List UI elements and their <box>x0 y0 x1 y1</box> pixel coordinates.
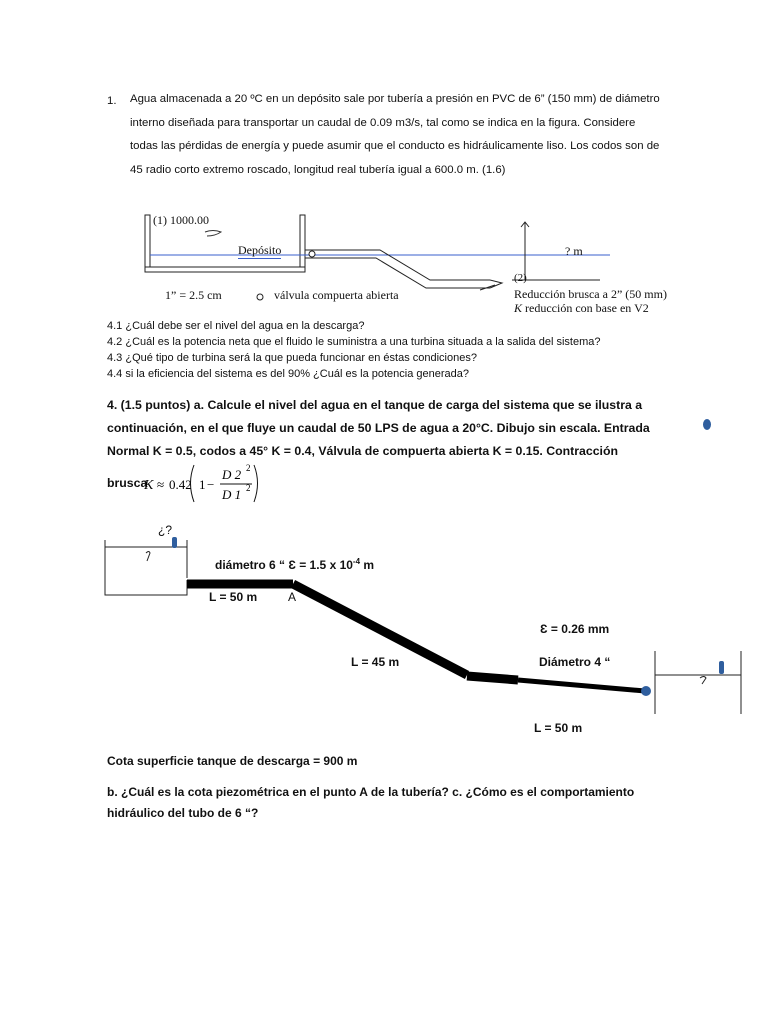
k-symbol: K <box>514 301 523 315</box>
point-a-label: A <box>288 590 297 604</box>
k-reduction-label <box>514 301 649 316</box>
formula-minus: − <box>207 477 215 492</box>
length-1-label: L = 50 m <box>209 590 258 604</box>
problem-1-statement <box>130 88 660 182</box>
level-label: (1) 1000.00 <box>153 213 209 227</box>
problem-4-line: Normal K = 0.5, codos a 45° K = 0.4, Válvula de compuerta abierta K = 0.15. Contracción <box>107 444 618 458</box>
question-item: 4.4 si la eficiencia del sistema es del 90% ¿Cuál es la potencia generada? <box>107 368 469 380</box>
formula-coef: 0.42 <box>169 477 192 492</box>
problem-4-statement <box>107 394 667 463</box>
formula-num-exp: 2 <box>246 463 251 473</box>
valve-legend-label: válvula compuerta abierta <box>274 288 399 302</box>
problem-4-figure <box>100 520 750 720</box>
question-b-line: b. ¿Cuál es la cota piezométrica en el punto A de la tubería? c. ¿Cómo es el comportamiento <box>107 785 635 799</box>
question-item: 4.3 ¿Qué tipo de turbina será la que pueda funcionar en éstas condiciones? <box>107 352 477 364</box>
formula-approx: ≈ <box>157 477 165 492</box>
margin-marker <box>703 419 711 430</box>
question-b-line: hidráulico del tubo de 6 “? <box>107 806 259 820</box>
point-2-label: (2) <box>514 272 527 284</box>
length-2-label: L = 45 m <box>351 655 400 669</box>
diameter-6-text: diámetro 6 “ Ɛ = 1.5 x 10 <box>215 558 353 572</box>
tank-label: Depósito <box>238 243 282 257</box>
valve-legend-icon <box>257 294 263 300</box>
question-item: 4.1 ¿Cuál debe ser el nivel del agua en la descarga? <box>107 320 365 332</box>
formula-one: 1 <box>199 477 206 492</box>
reduction-label: Reducción brusca a 2” (50 mm) <box>514 287 667 301</box>
pipe <box>305 250 490 288</box>
brusca-word: brusca <box>107 476 148 490</box>
pipe-segment-3 <box>518 680 645 691</box>
formula-denominator: D 1 <box>222 487 242 502</box>
contraction-formula <box>144 458 264 508</box>
formula-numerator: D 2 <box>222 467 242 482</box>
diameter-6-label <box>215 557 374 572</box>
formula-den-exp: 2 <box>246 483 251 493</box>
tank-question-label: ¿? <box>158 523 173 537</box>
outlet-valve-marker <box>641 686 651 696</box>
problem-1-line: 45 radio corto extremo roscado, longitud real tubería igual a 600.0 m. (1.6) <box>130 163 506 176</box>
outlet-height-label: ? m <box>565 244 583 258</box>
water-surface-symbol <box>205 231 221 237</box>
lower-tank <box>655 651 741 714</box>
problem-1-number: 1. <box>107 95 117 107</box>
diameter-6-unit: m <box>360 558 375 572</box>
problem-1-line: Agua almacenada a 20 ºC en un depósito sale por tubería a presión en PVC de 6” (150 mm) de diámetro <box>130 93 660 105</box>
pipe-contraction <box>467 676 518 680</box>
problem-4-line: continuación, en el que fluye un caudal de 50 LPS de agua a 20°C. Dibujo sin escala. Entrada <box>107 421 650 435</box>
upper-surface-symbol <box>146 552 150 562</box>
question-list <box>107 318 600 382</box>
reduction-symbol <box>490 280 502 288</box>
question-b-c <box>107 782 634 824</box>
discharge-elevation-text: Cota superficie tanque de descarga = 900 m <box>107 754 358 768</box>
problem-1-line: interno diseñada para transportar un caudal de 0.09 m3/s, tal como se indica en la figura. Considere <box>130 116 636 129</box>
scale-label: 1” = 2.5 cm <box>165 288 222 302</box>
diameter-6-exponent: -4 <box>352 557 361 566</box>
upper-tank <box>105 540 187 595</box>
formula-k: K <box>144 478 154 493</box>
formula-right-paren <box>254 465 258 502</box>
problem-4-line: 4. (1.5 puntos) a. Calcule el nivel del agua en el tanque de carga del sistema que se ilustra a <box>107 398 643 412</box>
lower-surface-symbol <box>700 677 706 685</box>
roughness-2-label: Ɛ = 0.26 mm <box>540 622 610 636</box>
lower-level-marker <box>719 661 724 674</box>
valve-symbol <box>309 251 315 257</box>
problem-1-line: todas las pérdidas de energía y puede asumir que el conducto es hidráulicamente liso. Los codos son de <box>130 140 660 152</box>
diameter-4-label: Diámetro 4 “ <box>539 655 611 669</box>
k-reduction-text: reducción con base en V2 <box>522 301 649 315</box>
length-3-label: L = 50 m <box>534 721 583 735</box>
question-item: 4.2 ¿Cuál es la potencia neta que el fluido le suministra a una turbina situada a la salida del sistema? <box>107 336 601 348</box>
upper-level-marker <box>172 537 177 548</box>
